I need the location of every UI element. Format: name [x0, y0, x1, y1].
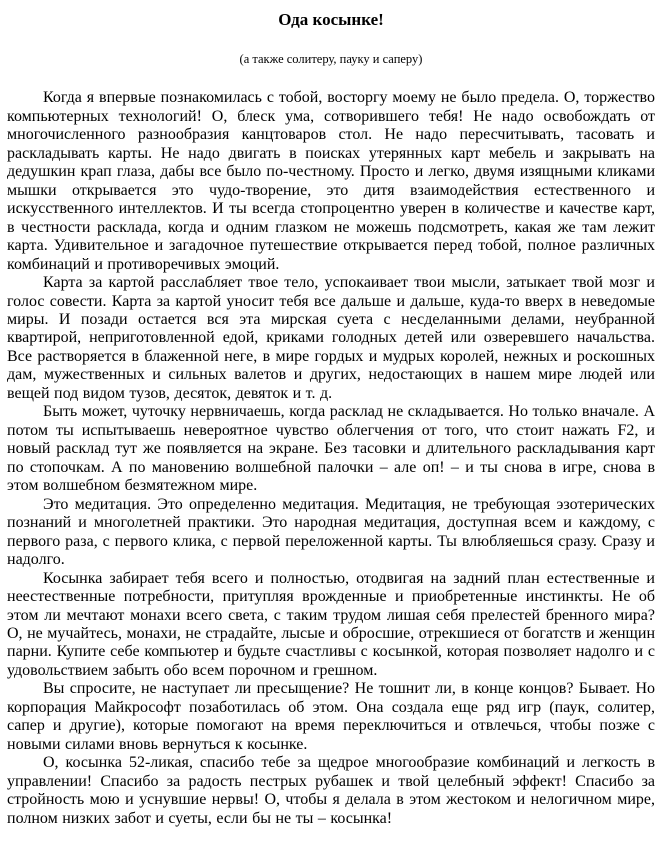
- document-title: Ода косынке!: [278, 10, 384, 29]
- paragraph-2: Карта за картой расслабляет твое тело, успокаивает твои мысли, затыкает твой мозг и голос совести. Карта за картой уносит тебя все дальше и дальше, куда-то вверх в неведомые миры. И позади остается вся эта мирская суета с несделанными делами, неубранной квартирой, неприготовленной едой, криками голодных детей или озверевшего начальства. Все растворяется в блаженной неге, в мире гордых и мудрых королей, нежных и роскошных дам, мужественных и сильных валетов и других, недостающих в нашем мире людей или вещей под видом тузов, десяток, девяток и т. д.: [7, 274, 655, 402]
- paragraph-4: Это медитация. Это определенно медитация. Медитация, не требующая эзотерических познаний и многолетней практики. Это народная медитация, доступная всем и каждому, с первого раза, с первого клика, с первой переложенной карты. Ты влюбляешься сразу. Сразу и надолго.: [7, 495, 655, 569]
- document-subtitle: (а также солитеру, пауку и саперу): [239, 52, 423, 67]
- paragraph-7: О, косынка 52-ликая, спасибо тебе за щедрое многообразие комбинаций и легкость в управлении! Спасибо за радость пестрых рубашек и твой целебный эффект! Спасибо за стройность мою и уснувшие нервы! О, чтобы я делала в этом жестоком и нелогичном мире, полном низких забот и суеты, если бы не ты – косынка!: [7, 754, 655, 827]
- document-body: [7, 89, 655, 828]
- paragraph-5: Косынка забирает тебя всего и полностью, отодвигая на задний план естественные и неестественные потребности, притупляя врожденные и приобретенные инстинкты. Не об этом ли мечтают монахи всего света, с таким трудом лишая себя прелестей бренного мира? О, не мучайтесь, монахи, не страдайте, лысые и обросшие, отрекшиеся от богатств и женщин парни. Купите себе компьютер и будьте счастливы с косынкой, которая позволяет надолго и с удовольствием забыть обо всем порочном и грешном.: [7, 569, 655, 679]
- paragraph-6: Вы спросите, не наступает ли пресыщение? Не тошнит ли, в конце концов? Бывает. Но корпорация Майкрософт позаботилась об этом. Она создала еще ряд игр (паук, солитер, сапер и другие), которые помогают на время переключиться и отвлечься, чтобы позже с новыми силами вновь вернуться к косынке.: [7, 680, 655, 753]
- paragraph-1: Когда я впервые познакомилась с тобой, восторгу моему не было предела. О, торжество компьютерных технологий! О, блеск ума, сотворившего тебя! Не надо освобождать от многочисленного разнообразия канцтоваров стол. Не надо пересчитывать, тасовать и раскладывать карты. Не надо двигать в поисках утерянных карт мебель и закрывать на дедушкин крап глаза, дабы все было по-честному. Просто и легко, двумя изящными кликами мышки открывается это чудо-творение, это дитя взаимодействия естественного и искусственного интеллектов. И ты всегда стопроцентно уверен в количестве и качестве карт, в честности расклада, когда и одним глазком не можешь подсмотреть, какая же там лежит карта. Удивительное и загадочное путешествие открывается перед тобой, полное различных комбинаций и противоречивых эмоций.: [7, 89, 655, 273]
- paragraph-3: Быть может, чуточку нервничаешь, когда расклад не складывается. Но только вначале. А потом ты испытываешь невероятное чувство облегчения от того, что стоит нажать F2, и новый расклад тут же появляется на экране. Без тасовки и длительного раскладывания карт по стопочкам. А по мановению волшебной палочки – але оп! – и ты снова в игре, снова в этом волшебном безмятежном мире.: [7, 403, 655, 495]
